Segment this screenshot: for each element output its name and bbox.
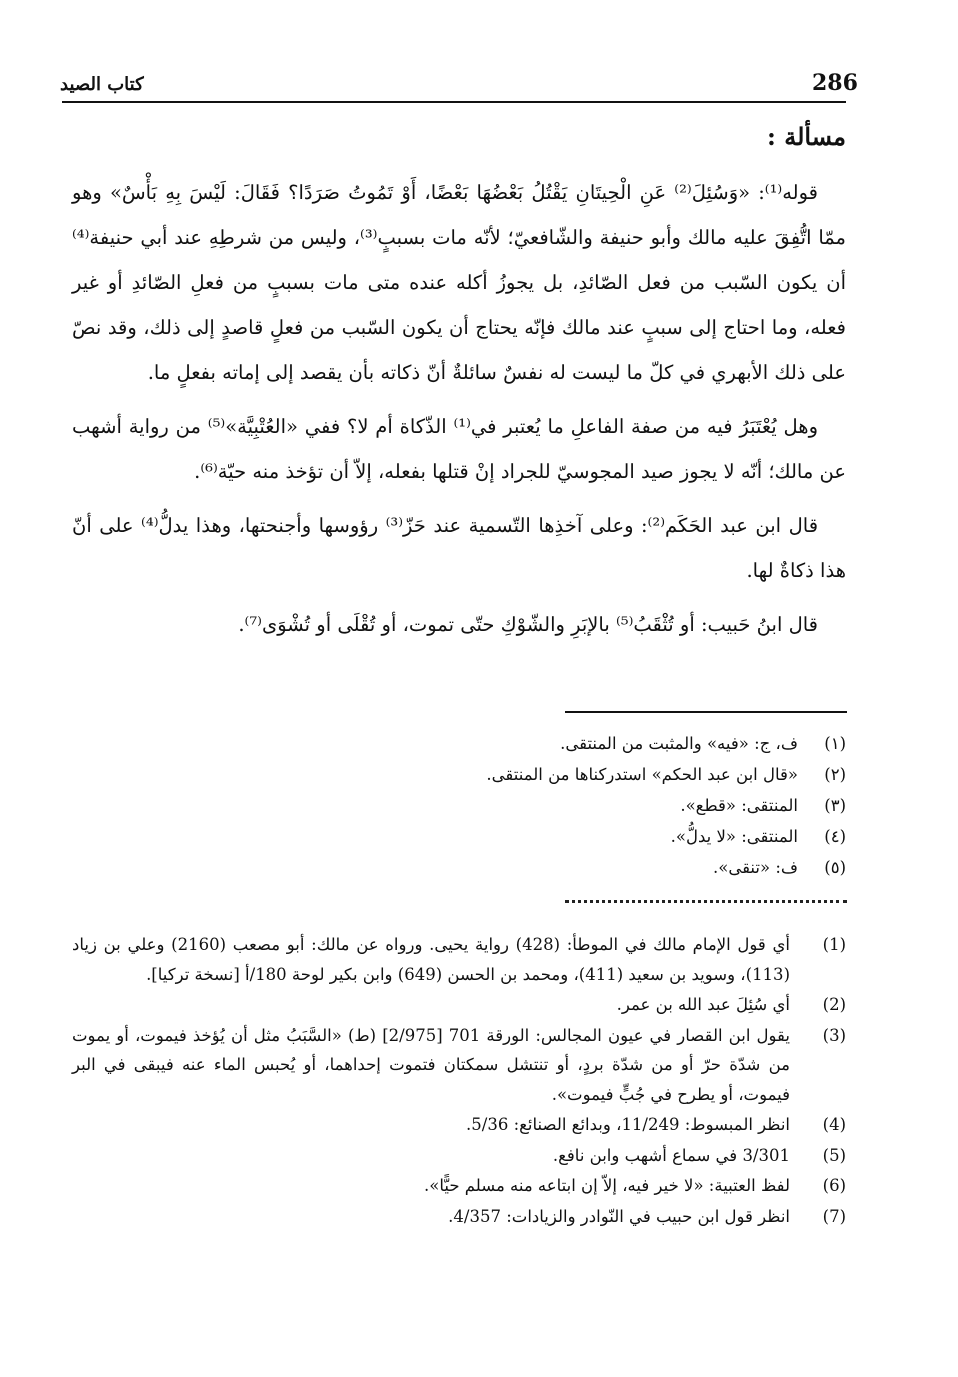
footnotes xyxy=(72,930,846,1232)
footnote-number: (1) xyxy=(822,935,846,954)
footnote xyxy=(72,990,846,1020)
footnote-separator xyxy=(565,711,847,713)
footnote-text: 3/301 في سماع أشهب وابن نافع. xyxy=(552,1145,790,1165)
footnote-number: (3) xyxy=(822,1025,846,1045)
footnote-text: انظر قول ابن حبيب في النّوادر والزيادات: 4/357. xyxy=(448,1206,790,1226)
footnote xyxy=(72,930,846,989)
variant-note xyxy=(346,790,846,821)
note-number: (٢) xyxy=(824,765,846,784)
running-title: كتاب الصيد xyxy=(60,74,144,95)
variant-note xyxy=(346,728,846,759)
header-rule xyxy=(62,101,846,103)
footnote-number: (2) xyxy=(822,995,846,1014)
note-text: ف، ج: «فيه» والمثبت من المنتقى. xyxy=(560,734,798,753)
footnote xyxy=(72,1202,846,1232)
footnote xyxy=(72,1141,846,1171)
main-text xyxy=(72,170,846,656)
footnote-number: (6) xyxy=(822,1176,846,1195)
footnote-text: يقول ابن القصار في عيون المجالس: الورقة 701 [2/975] (ط) «السَّبَبُ مثل أن يُؤخذ فيموت، أو يموت من شدّة حرّ أو من شدّة بردٍ، أو تنتشل سمكتان فتموت إحداهما، أو يُحبس الماء عنه فيبقى في البر فيموت، أو يطرح في جُبٍّ فيموت». xyxy=(72,1025,790,1104)
variant-notes xyxy=(346,728,846,883)
paragraph: قال ابنُ حَبيب: أو تُثْقَبُ⁽⁵⁾ بالإبَرِ والشّوْكِ حتّى تموت، أو تُقْلَى أو تُشْوَى⁽⁷⁾. xyxy=(238,613,818,636)
footnote xyxy=(72,1021,846,1110)
paragraph: قوله⁽¹⁾: «وَسُئِلَ⁽²⁾ عَنِ الْحِيتَانِ يَقْتُلُ بَعْضُهَا بَعْضًا، أَوْ تَمُوتُ صَرَدًا؟ فَقَالَ: لَيْسَ بِهِ بَأْسٌ» وهو ممّا اتُّفِقَ عليه مالك وأبو حنيفة والشّافعيّ؛ لأنّه مات بسببٍ⁽³⁾، وليس من شرطِهِ عند أبي حنيفة⁽⁴⁾ أن يكون السّبب من فعل الصّائدِ، بل يجوزُ أكله عنده متى مات بسببٍ من فعلِ الصّائدِ أو غير فعله، وما احتاج إلى سببٍ عند مالك فإنّه يحتاج أن يكون السّبب من فعلٍ قاصدٍ إلى ذلك، وقد نصّ على ذلك الأبهري في كلّ ما ليست له نفسٌ سائلةٌ أنّ ذكاته بأن يقصد إلى إماته بفعلٍ ما. xyxy=(72,181,846,384)
footnote-text: أي سُئِلَ عبد الله بن عمر. xyxy=(616,995,790,1014)
page-number: 286 xyxy=(812,70,858,96)
dotted-separator xyxy=(565,900,847,905)
footnote-text: انظر المبسوط: 11/249، وبدائع الصنائع: 5/36. xyxy=(466,1115,790,1134)
variant-note xyxy=(346,759,846,790)
paragraph: قال ابن عبد الحَكَم⁽²⁾: وعلى آخذِها التّسمية عند حَزّ⁽³⁾ رؤوسها وأجنحتها، وهذا يدلُّ⁽⁴⁾ على أنّ هذا ذكاةٌ لها. xyxy=(72,514,846,582)
footnote-number: (4) xyxy=(822,1115,846,1134)
note-text: ف: «تنقى». xyxy=(712,858,798,877)
footnote xyxy=(72,1110,846,1140)
footnote xyxy=(72,1171,846,1201)
note-number: (٥) xyxy=(824,858,846,877)
note-number: (٤) xyxy=(824,827,846,846)
note-text: «قال ابن عبد الحكم» استدركناها من المنتقى. xyxy=(486,765,798,784)
note-number: (١) xyxy=(824,734,846,753)
paragraph: وهل يُعْتَبَرُ فيه من صفة الفاعلِ ما يُعتبر في⁽¹⁾ الذّكاة أم لا؟ ففي «العُتْبِيَّة»⁽⁵⁾ من رواية أشهب عن مالك؛ أنّه لا يجوز صيد المجوسيّ للجراد إنْ قتلها بفعله، إلاّ أن تؤخذ منه حيّة⁽⁶⁾. xyxy=(72,415,846,483)
note-number: (٣) xyxy=(824,796,846,815)
footnote-text: أي قول الإمام مالك في الموطأ: (428) رواية يحيى. ورواه عن مالك: أبو مصعب (2160) وعلي بن زياد (113)، وسويد بن سعيد (411)، ومحمد بن الحسن (649) وابن بكير لوحة 180/أ [نسخة تركيا]. xyxy=(72,935,790,984)
footnote-number: (5) xyxy=(822,1145,846,1165)
variant-note xyxy=(346,852,846,883)
note-text: المنتقى: «لا يدلُّ». xyxy=(670,827,798,846)
footnote-number: (7) xyxy=(822,1206,846,1226)
section-heading: مسألة : xyxy=(767,122,846,151)
variant-note xyxy=(346,821,846,852)
note-text: المنتقى: «قطع». xyxy=(680,796,798,815)
footnote-text: لفظ العتبية: «لا خير فيه، إلاّ إن ابتاعه منه مسلم حيًّا». xyxy=(423,1176,790,1195)
